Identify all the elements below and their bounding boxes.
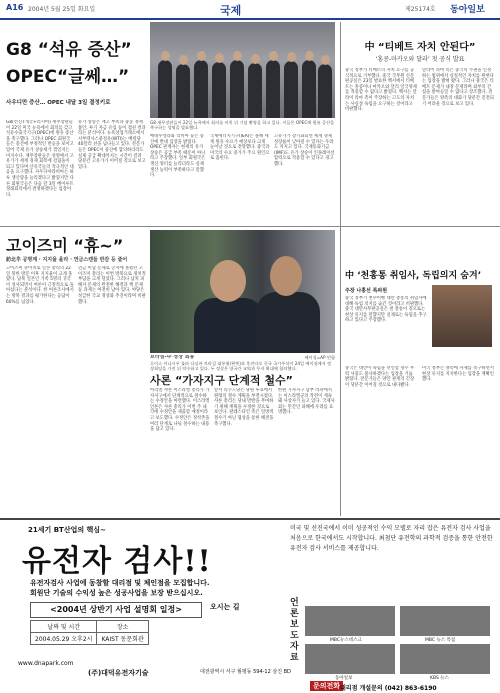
g8-body-col-3: 베네수엘라와 리비아 등은 증산에 반대 입장을 밝혔다. OPEC 관계자는 현재의 유가 상승은 공급 부족 때문이 아니라고 주장했다. 일부 회원국은 생산 쿼터를 늘리더라도 실제 생산 능력이 부족하다고 말했다. — [150, 134, 206, 179]
press-label-2: MBC 뉴스 특집 — [425, 638, 456, 643]
g8-headline-block — [6, 40, 146, 106]
g8-title-1: G8 “석유 증산” — [6, 40, 132, 60]
g8-subtitle: 사우디만 증산… OPEC 내달 3일 결정키로 — [6, 100, 111, 106]
ad-event-schedule-title: <2004년 상반기 사업 설명회 일정> — [30, 602, 202, 618]
page-header — [0, 0, 500, 20]
g8-ministers-photo — [150, 22, 335, 118]
g8-photo-caption: G8 재무장관들이 22일 뉴욕에서 회의를 마친 뒤 기념 촬영을 하고 있다. 이들은 OPEC에 원유 증산을 촉구하는 성명을 발표했다. — [150, 120, 335, 131]
summit-photo-caption: 루이스 이나시우 룰라 다실바 브라질 대통령(왼쪽)과 후진타오 중국 국가주석이 24일 베이징에서 정상회담을 가진 뒤 악수하고 있다. 두 정상은 양국간 교역과 투자 확대에 합의했다. — [150, 361, 332, 371]
table-header-place: 장소 — [97, 621, 148, 633]
sharon-body-col-3: 한편 가자지구 남부 라파에서는 이스라엘군의 작전이 계속돼 사상자가 늘고 있다. 국제사회는 민간인 피해에 우려를 표명했다. — [278, 388, 335, 416]
china-body-col-3: 미국 정부는 양측에 자제를 촉구하면서 현상 유지를 지지한다는 입장을 재확인했다. — [422, 366, 494, 383]
sharon-headline: 사론 “가자지구 단계적 철수” — [150, 374, 293, 387]
photo-credit: 베이징=AP 연합 — [304, 355, 335, 360]
ad-headline: 유전자 검사!! — [22, 544, 212, 579]
tibet-body-col-1: 중국 정부가 티베트의 자치 요구를 공식적으로 거부했다. 중국 국무원 신문판공실은 23일 발표한 백서에서 티베트는 홍콩이나 마카오와 달리 일국양제를 적용할 수 없다고 밝혔다. 백서는 달라이 라마 측이 주장하는 고도의 자치는 사실상 독립을 요구하는 것이라고 비판했다. — [345, 68, 417, 113]
edition-number: 제25174호 — [405, 6, 436, 13]
g8-body-col-1: G8(선진7개국+러시아) 재무장관들이 22일 미국 뉴욕에서 회의를 갖고 석유수출국기구(OPEC)에 원유 증산을 촉구했다. 그러나 OPEC 회원국들은 증산에 부정적인 반응을 보이고 있어 국제 유가 상승세가 꺾일지는 미지수다. 재무장관들은 성명에서 고유가가 세계 경제 회복에 걸림돌이 되고 있다며 산유국들의 적극적인 대응을 요구했다. 사우디아라비아는 하루 생산량을 늘리겠다고 밝혔지만 다른 회원국들은 다음 달 3일 베이루트 정례회의에서 결정하겠다는 입장이다. — [6, 120, 74, 198]
g8-body-col-2: 유가 상승은 재고 부족과 중동 정세 불안, 투기 자금 유입 등이 겹친 결과라는 분석이다. 뉴욕상업거래소에서 서부텍사스중질유(WTI)는 배럴당 40달러 선을 넘나들고 있다. 전문가들은 OPEC이 증산에 합의하더라도 실제 공급 확대까지는 시간이 걸려 당분간 고유가가 이어질 것으로 보고 있다. — [78, 120, 146, 170]
ad-phone-numbers: 대리점 개설문의 (042) 863-6190 — [340, 685, 437, 692]
ad-press-label: 언론보도자료 — [290, 598, 299, 663]
koizumi-body-col-2: 연금 미납 문제로 궁지에 몰렸던 고이즈미 총리는 이번 방북으로 정치적 부담을 크게 덜었다. 그러나 납치 피해자 문제의 완전한 해결과 핵 문제 등 과제는 여전히 남아 있다. 야당은 성급한 국교 정상화 추진이라며 비판했다. — [78, 266, 146, 305]
columnist-photo — [432, 285, 492, 347]
china-body-col-1: 중국 정부가 천수이볜 대만 총통의 취임사에 대해 독립 의지를 숨긴 것이라고 비판했다. 중국 대만사무판공실은 천 총통이 겉으로는 현상 유지를 말했지만 실제로는 독립을 추구하고 있다고 주장했다. — [345, 296, 427, 324]
ad-tagline: 21세기 BT산업의 핵심~ — [28, 526, 106, 534]
china-taiwan-headline: 中 ‘천홍통 취임사, 독립의지 숨겨’ — [345, 271, 482, 281]
press-image-3 — [305, 644, 395, 674]
brazil-china-summit-photo — [150, 230, 335, 353]
table-cell-place: KAIST 동문회관 — [97, 633, 148, 645]
press-label-4: KBS 뉴스 — [430, 676, 449, 681]
issue-date: 2004년 5월 25일 화요일 — [28, 6, 96, 13]
ad-inquiry-label: 문의전화 — [310, 681, 343, 691]
press-image-4 — [400, 644, 490, 674]
ad-company-address: 대전광역시 서구 월평동 594-12 삼진 BD — [200, 669, 291, 675]
ad-directions-label: 오시는 길 — [210, 603, 240, 611]
ad-description: 미국 및 선진국에서 이미 성공적인 수익 모델로 자리 잡은 유전자 검사 사업을 처음으로 한국에서도 시작합니다. 최첨단 유전학의 과학적 검증을 통한 안전한 유전자 검사 서비스를 제공합니다. — [290, 525, 493, 552]
press-image-1 — [305, 606, 395, 636]
newspaper-logo: 동아일보 — [450, 5, 485, 15]
table-cell-datetime: 2004.05.29 오후2시 — [31, 633, 97, 645]
press-label-3: 동아일보 — [335, 676, 353, 681]
koizumi-body-col-1: 고이즈미 준이치로 일본 총리의 22일 북한 방문 이후 지지율이 크게 올랐다. 납북 일본인 가족 5명의 귀국이 성사되면서 여론이 긍정적으로 돌아섰다는 분석이다. 한 여론조사에서는 방북 결과를 평가한다는 응답이 60%를 넘었다. — [6, 266, 74, 305]
summit-photo-title: 브라질-中 정상 회동 — [150, 355, 195, 360]
tibet-headline: 中 “티베트 자치 안된다” — [364, 42, 476, 53]
press-image-2 — [400, 606, 490, 636]
koizumi-headline: 고이즈미 “휴~” — [6, 236, 124, 255]
table-header-datetime: 날짜 및 시간 — [31, 621, 97, 633]
ad-company-name: (주)대덕유전자기술 — [88, 669, 149, 677]
sharon-body-col-1: 아리엘 샤론 이스라엘 총리가 가자지구에서 단계적으로 철수하는 수정안을 마련했다. 이스라엘 언론은 샤론 총리가 이번 주 내각에 수정안을 제출할 예정이라고 보도했다. 수정안은 정착촌을 여러 단계로 나눠 철수하는 내용을 담고 있다. — [150, 388, 210, 433]
genetic-test-advertisement — [0, 518, 500, 693]
press-label-1: MBC뉴스데스크 — [330, 638, 362, 643]
section-title: 국제 — [220, 4, 242, 17]
g8-body-col-4: 국제에너지기구(IEA)는 올해 세계 원유 수요가 예상보다 크게 늘어날 것으로 전망했다. 중국과 미국의 수요 증가가 주요 원인으로 꼽힌다. — [210, 134, 270, 162]
page-number: A16 — [6, 3, 24, 12]
koizumi-subtitle: 訪北후 공명계 · 지지율 올라 · 연금스캔들 반감 등 줄어 — [6, 257, 128, 263]
column-divider — [340, 22, 341, 516]
g8-body-col-5: 고유가가 장기화되면 세계 경제 성장률이 낮아질 수 있다는 우려도 커지고 있다. 국제통화기금(IMF)도 유가 상승이 인플레이션 압력으로 작용할 수 있다고 경고했다. — [274, 134, 335, 167]
ad-promise-line: 회원단 기술의 수익성 높은 성공사업을 보장 받으십시오. — [30, 589, 203, 597]
ad-website-link[interactable]: www.dnapark.com — [18, 660, 74, 667]
g8-title-2: OPEC“글쎄…” — [6, 67, 130, 87]
tibet-body-col-2: 달라이 라마 측은 중국의 주권을 인정하는 범위에서 실질적인 자치를 원한다는 입장을 밝혀 왔다. 그러나 중국은 티베트 문제가 내정 문제라며 외부의 간섭을 받아들일 수 없다고 강조했다. 전문가들은 양측의 대화가 당분간 진전되기 어려울 것으로 보고 있다. — [422, 68, 494, 107]
ad-schedule-table — [30, 620, 149, 645]
tibet-subtitle: ‘홍콩-마카오와 달라’ 첫 공식 발표 — [375, 56, 465, 63]
china-column-author: 주장 나홍선 특파원 — [345, 288, 388, 294]
sharon-body-col-2: 앞서 리쿠드당은 당원 투표에서 원래의 철수 계획을 부결시켰다. 샤론 총리는 당내 반발을 무마하기 위해 계획을 수정한 것으로 보인다. 팔레스타인 측은 일방적 철수가 아닌 협상을 통한 해결을 촉구했다. — [214, 388, 274, 427]
ad-recruit-line: 유전자검사 사업에 동참할 대리점 및 체인점을 모집합니다. — [30, 579, 210, 587]
china-body-col-2: 중국은 대만이 독립을 선언할 경우 무력 사용도 불사하겠다는 입장을 거듭 밝혔다. 전문가들은 양안 관계의 긴장이 당분간 이어질 것으로 내다봤다. — [345, 366, 415, 388]
section-divider — [0, 226, 500, 227]
